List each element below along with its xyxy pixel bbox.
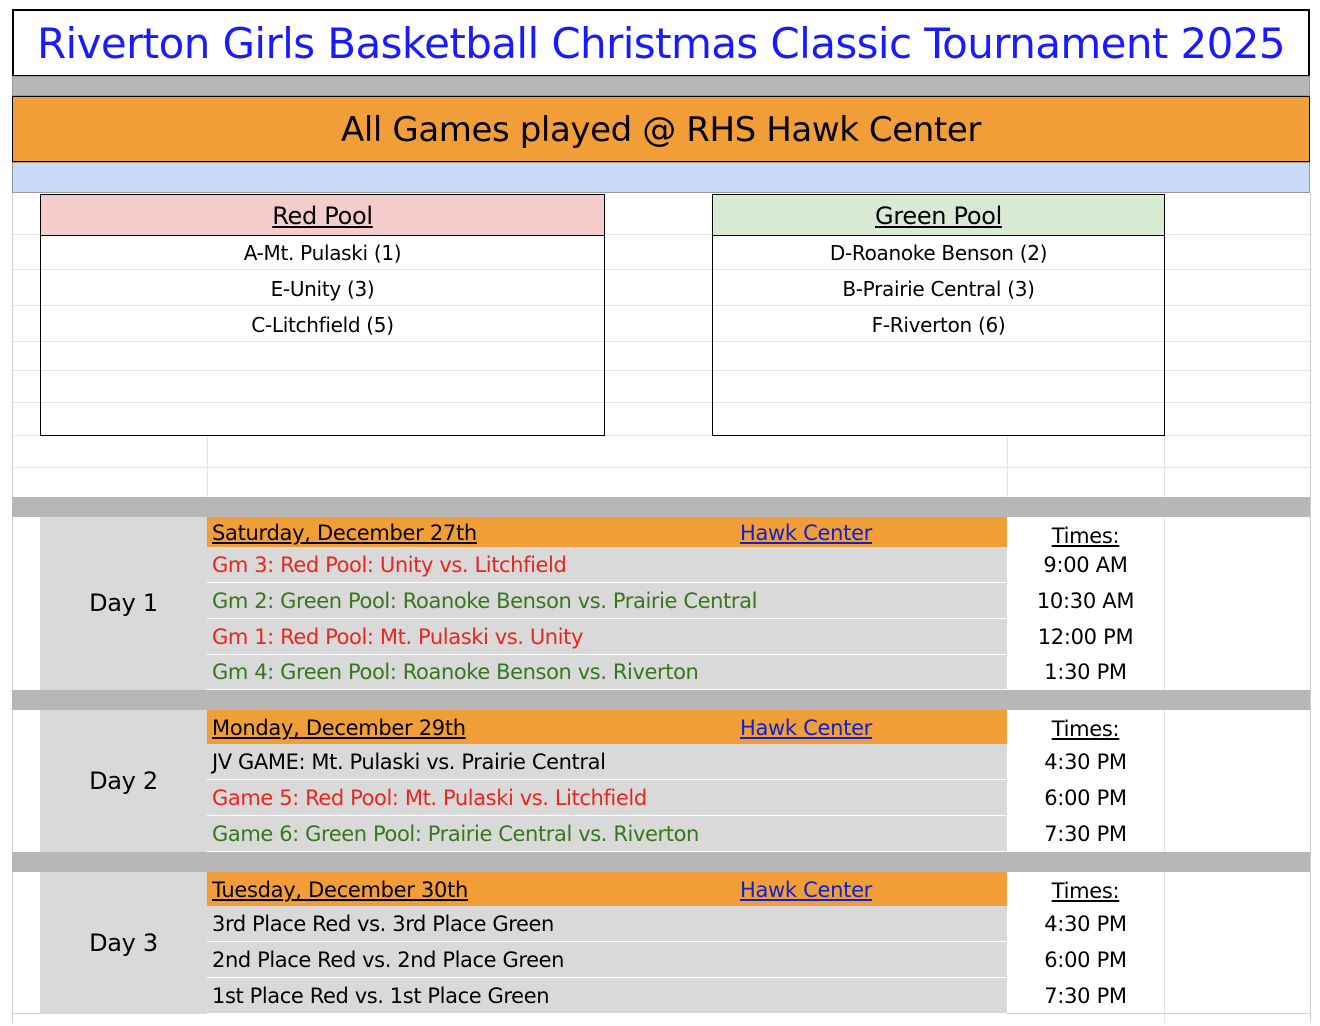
game-time: 12:00 PM bbox=[1037, 625, 1134, 649]
green-pool-team: D-Roanoke Benson (2) bbox=[829, 241, 1048, 265]
game-time: 7:30 PM bbox=[1044, 984, 1127, 1008]
day-2-label: Day 2 bbox=[40, 710, 207, 852]
game-row: Gm 4: Green Pool: Roanoke Benson vs. Riverton bbox=[207, 655, 1007, 690]
game-row: Game 6: Green Pool: Prairie Central vs. Riverton bbox=[207, 816, 1007, 852]
day-1-venue-link[interactable]: Hawk Center bbox=[605, 517, 1007, 547]
day-1-times-header: Times: bbox=[1051, 524, 1120, 548]
red-pool-header: Red Pool bbox=[41, 195, 604, 236]
game-row: 3rd Place Red vs. 3rd Place Green bbox=[207, 906, 1007, 942]
page-title: Riverton Girls Basketball Christmas Classic Tournament 2025 bbox=[12, 9, 1310, 76]
separator-bar bbox=[12, 852, 1310, 872]
game-time: 4:30 PM bbox=[1044, 750, 1127, 774]
game-row: Game 5: Red Pool: Mt. Pulaski vs. Litchfield bbox=[207, 780, 1007, 816]
game-time: 7:30 PM bbox=[1044, 822, 1127, 846]
game-row: 2nd Place Red vs. 2nd Place Green bbox=[207, 942, 1007, 978]
game-row: Gm 3: Red Pool: Unity vs. Litchfield bbox=[207, 547, 1007, 583]
day-1-label: Day 1 bbox=[40, 517, 207, 690]
day-2-date: Monday, December 29th bbox=[207, 710, 605, 744]
game-time: 4:30 PM bbox=[1044, 912, 1127, 936]
green-pool-team: B-Prairie Central (3) bbox=[842, 277, 1035, 301]
day-3-label: Day 3 bbox=[40, 872, 207, 1014]
day-3-date: Tuesday, December 30th bbox=[207, 872, 605, 906]
separator-bar bbox=[12, 690, 1310, 710]
game-row: 1st Place Red vs. 1st Place Green bbox=[207, 978, 1007, 1014]
red-pool-team: E-Unity (3) bbox=[270, 277, 375, 301]
game-time: 9:00 AM bbox=[1043, 553, 1128, 577]
day-3-venue-link[interactable]: Hawk Center bbox=[605, 872, 1007, 906]
venue-banner: All Games played @ RHS Hawk Center bbox=[12, 96, 1310, 162]
day-1-date: Saturday, December 27th bbox=[207, 517, 605, 547]
red-pool-team: A-Mt. Pulaski (1) bbox=[243, 241, 402, 265]
separator-bar bbox=[12, 76, 1310, 96]
game-time: 6:00 PM bbox=[1044, 948, 1127, 972]
game-row: JV GAME: Mt. Pulaski vs. Prairie Central bbox=[207, 744, 1007, 780]
game-time: 6:00 PM bbox=[1044, 786, 1127, 810]
green-pool-header: Green Pool bbox=[713, 195, 1164, 236]
game-time: 10:30 AM bbox=[1036, 589, 1135, 613]
day-2-venue-link[interactable]: Hawk Center bbox=[605, 710, 1007, 744]
green-pool-team: F-Riverton (6) bbox=[871, 313, 1006, 337]
separator-bar bbox=[12, 497, 1310, 517]
game-row: Gm 1: Red Pool: Mt. Pulaski vs. Unity bbox=[207, 619, 1007, 655]
day-2-times-header: Times: bbox=[1051, 717, 1120, 741]
day-3-times-header: Times: bbox=[1051, 879, 1120, 903]
green-pool-box bbox=[712, 194, 1165, 436]
red-pool-team: C-Litchfield (5) bbox=[251, 313, 394, 337]
separator-bar bbox=[12, 162, 1310, 193]
game-row: Gm 2: Green Pool: Roanoke Benson vs. Prairie Central bbox=[207, 583, 1007, 619]
red-pool-box bbox=[40, 194, 605, 436]
game-time: 1:30 PM bbox=[1044, 660, 1127, 684]
